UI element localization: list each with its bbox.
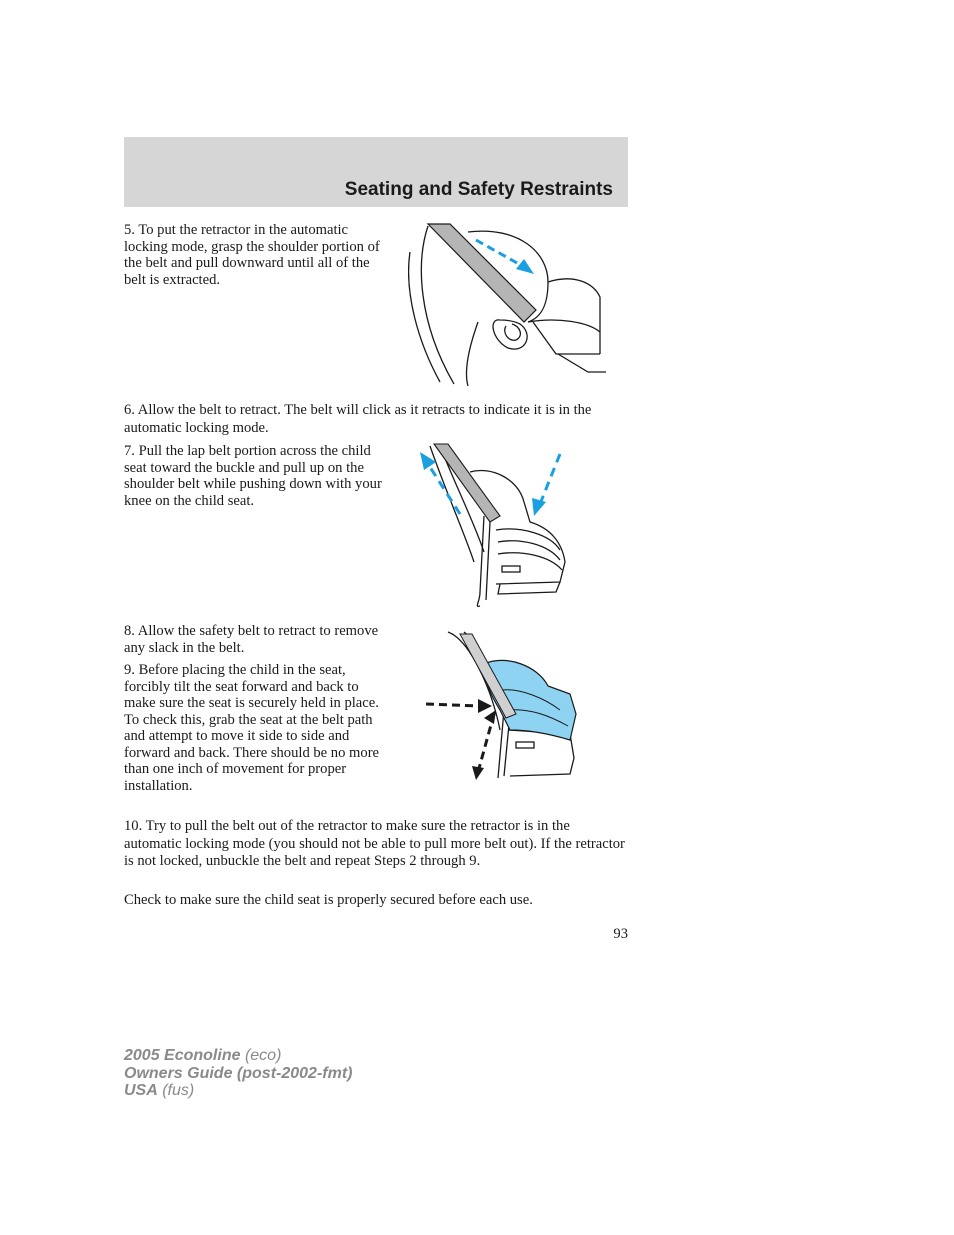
lap-belt-illustration xyxy=(410,442,578,610)
page-number: 93 xyxy=(613,926,628,942)
step-9-text: 9. Before placing the child in the seat, forcibly tilt the seat forward and back to make sure the seat is securely held in place. To check this, grab the seat at the belt path and attempt to move it side to side and forward and back. There should be no more than one inch of movement for proper installation. xyxy=(124,662,380,794)
step-6-text: 6. Allow the belt to retract. The belt will click as it retracts to indicate it is in the automatic locking mode. xyxy=(124,402,592,436)
final-check-text: Check to make sure the child seat is properly secured before each use. xyxy=(124,892,533,908)
footer-line-3: USA (fus) xyxy=(124,1082,195,1099)
document-footer xyxy=(124,1047,352,1100)
step-7-text: 7. Pull the lap belt portion across the child seat toward the buckle and pull up on the shoulder belt while pushing down with your knee on the child seat. xyxy=(124,443,382,509)
section-header xyxy=(124,137,628,207)
footer-line-2: Owners Guide (post-2002-fmt) xyxy=(124,1064,353,1082)
section-title: Seating and Safety Restraints xyxy=(344,179,613,200)
seat-check-illustration xyxy=(420,630,580,784)
step-8-text: 8. Allow the safety belt to retract to remove any slack in the belt. xyxy=(124,623,379,656)
step-5-text: 5. To put the retractor in the automatic locking mode, grasp the shoulder portion of the belt and pull downward until all of the belt is extracted. xyxy=(124,222,380,288)
footer-line-1: 2005 Econoline (eco) xyxy=(124,1047,282,1064)
retractor-illustration xyxy=(408,222,606,386)
step-10-text: 10. Try to pull the belt out of the retractor to make sure the retractor is in the automatic locking mode (you should not be able to pull more belt out). If the retractor is not locked, unbuckle the belt and repeat Steps 2 through 9. xyxy=(124,818,625,869)
